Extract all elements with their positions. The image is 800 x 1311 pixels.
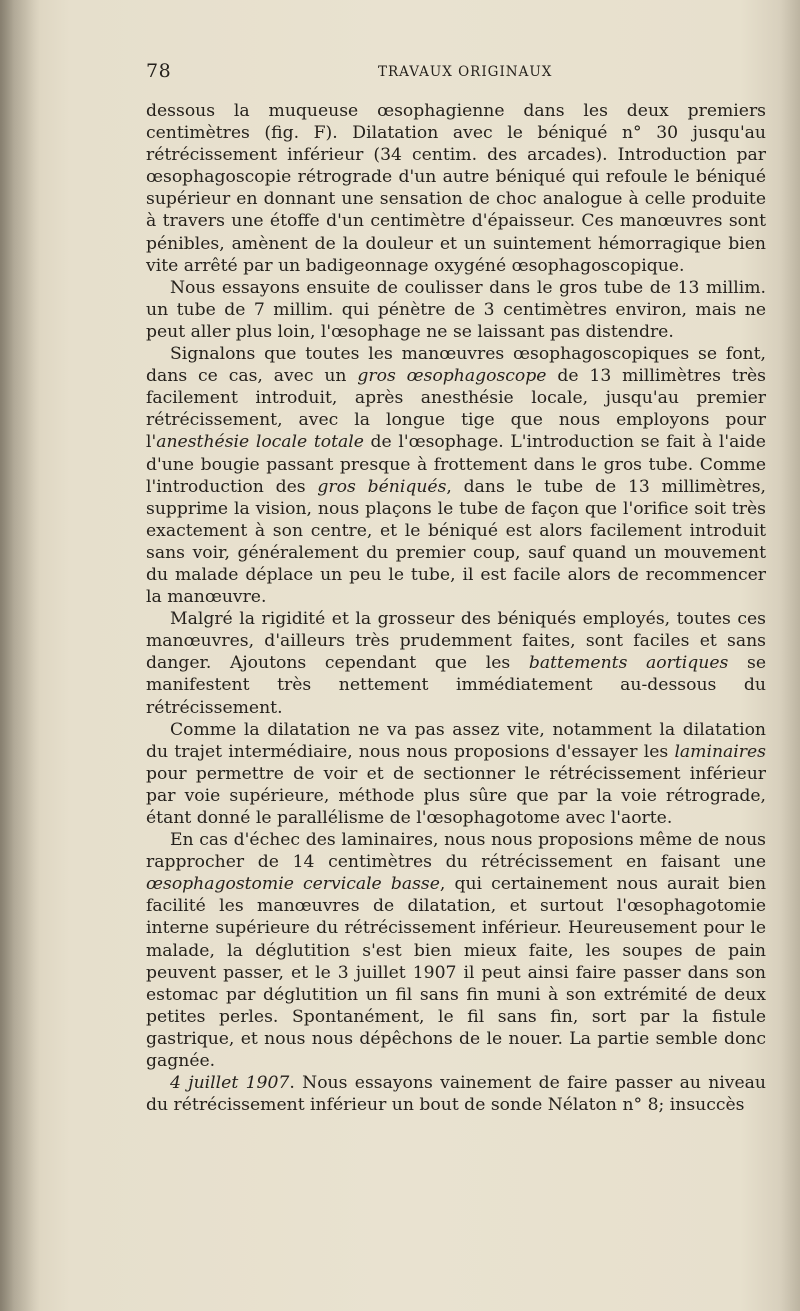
- paragraph-3: [146, 343, 766, 608]
- paragraph-4: [146, 608, 766, 718]
- text-run: de 13 millimètres très facilement introduit, après anesthésie locale, jusqu'au premier rétrécissement, avec la longue tige que nous employons pour l': [146, 366, 766, 453]
- text-run: Nous essayons ensuite de coulisser dans le gros tube de 13 millim. un tube de 7 millim. qui pénètre de 3 centimètres environ, mais ne peut aller plus loin, l'œsophage ne se laissant pas distendre.: [146, 277, 766, 342]
- italic-date: 4 juillet 1907: [170, 1073, 290, 1094]
- italic-term: gros œsophagoscope: [357, 366, 547, 387]
- italic-term: gros béniqués: [317, 476, 447, 497]
- binding-gutter-shadow: [0, 0, 40, 1311]
- running-head: TRAVAUX ORIGINAUX: [378, 64, 553, 80]
- italic-term: laminaires: [674, 741, 766, 762]
- page-number: 78: [146, 60, 172, 82]
- body-text: [146, 100, 766, 1116]
- text-run: de l'œsophage. L'introduction se fait à l'aide d'une bougie passant presque à frottement dans le gros tube. Comme l'introduction des: [146, 432, 766, 497]
- italic-term: battements aortiques: [528, 653, 729, 674]
- paragraph-6: [146, 829, 766, 1072]
- paragraph-2: [146, 277, 766, 343]
- text-run: , qui certainement nous aurait bien facilité les manœuvres de dilatation, et surtout l'œsophagotomie interne supérieure du rétrécissement inférieur. Heureusement pour le malade, la déglutition s'est bien mieux faite, les soupes de pain peuvent passer, et le 3 juillet 1907 il peut ainsi faire passer dans son estomac par déglutition un fil sans fin muni à son extrémité de deux petites perles. Spontanément, le fil sans fin, sort par la fistule gastrique, et nous nous dépêchons de le nouer. La partie semble donc gagnée.: [146, 874, 767, 1072]
- text-run: . Nous essayons vainement de faire passer au niveau du rétrécissement inférieur un bout de sonde Nélaton n° 8; insuccès: [146, 1073, 767, 1116]
- text-run: , dans le tube de 13 millimètres, supprime la vision, nous plaçons le tube de façon que l'orifice soit très exactement à son centre, et le béniqué est alors facilement introduit sans voir, généralement du premier coup, sauf quand un mouvement du malade déplace un peu le tube, il est facile alors de recommencer la manœuvre.: [146, 476, 767, 608]
- text-run: dessous la muqueuse œsophagienne dans les deux premiers centimètres (fig. F). Dilatation avec le béniqué n° 30 jusqu'au rétrécissement inférieur (34 centim. des arcades). Introduction par œsophagoscopie rétrograde d'un autre béniqué qui refoule le béniqué supérieur en donnant une sensation de choc analogue à celle produite à travers une étoffe d'un centimètre d'épaisseur. Ces manœuvres sont pénibles, amènent de la douleur et un suintement hémorragique bien vite arrêté par un badigeonnage oxygéné œsophagoscopique.: [146, 101, 766, 276]
- page-header: [146, 60, 766, 88]
- text-run: Comme la dilatation ne va pas assez vite, notamment la dilatation du trajet intermédiaire, nous nous proposions d'essayer les: [146, 719, 766, 762]
- paragraph-5: [146, 719, 766, 829]
- italic-term: anesthésie locale totale: [156, 432, 364, 453]
- paragraph-7: [146, 1072, 766, 1116]
- text-run: En cas d'échec des laminaires, nous nous proposions même de nous rapprocher de 14 centimètres du rétrécissement en faisant une: [146, 830, 766, 873]
- text-run: Malgré la rigidité et la grosseur des béniqués employés, toutes ces manœuvres, d'ailleurs très prudemment faites, sont faciles et sans danger. Ajoutons cependant que les: [146, 609, 766, 674]
- text-run: pour permettre de voir et de sectionner le rétrécissement inférieur par voie supérieure, méthode plus sûre que par la voie rétrograde, étant donné le parallélisme de l'œsophagotome avec l'aorte.: [146, 763, 766, 828]
- text-run: Signalons que toutes les manœuvres œsophagoscopiques se font, dans ce cas, avec un: [146, 344, 766, 387]
- paragraph-1: [146, 100, 766, 277]
- italic-term: œsophagostomie cervicale basse: [146, 874, 440, 895]
- text-run: se manifestent très nettement immédiatement au-dessous du rétrécissement.: [146, 653, 766, 718]
